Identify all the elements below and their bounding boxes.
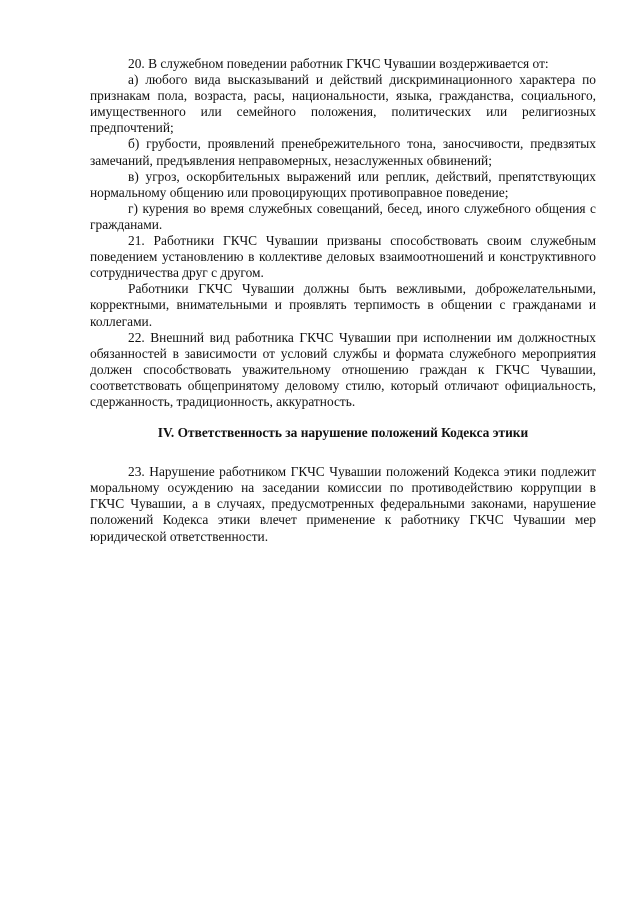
section-spacer: [90, 441, 596, 464]
paragraph-23: 23. Нарушение работником ГКЧС Чувашии положений Кодекса этики подлежит моральному осуждению на заседании комиссии по противодействию коррупции в ГКЧС Чувашии, а в случаях, предусмотренных федеральными законами, нарушение положений Кодекса этики влечет применение к работнику ГКЧС Чувашии мер юридической ответственности.: [90, 464, 596, 544]
paragraph-20-a: а) любого вида высказываний и действий дискриминационного характера по признакам пола, возраста, расы, национальности, языка, гражданства, социального, имущественного или семейного положения, политических или религиозных предпочтений;: [90, 72, 596, 136]
paragraph-20-b: б) грубости, проявлений пренебрежительного тона, заносчивости, предвзятых замечаний, предъявления неправомерных, незаслуженных обвинений;: [90, 136, 596, 168]
document-page: [90, 56, 596, 545]
paragraph-21-continued: Работники ГКЧС Чувашии должны быть вежливыми, доброжелательными, корректными, внимательными и проявлять терпимость в общении с гражданами и коллегами.: [90, 281, 596, 329]
paragraph-20-v: в) угроз, оскорбительных выражений или реплик, действий, препятствующих нормальному общению или провоцирующих противоправное поведение;: [90, 168, 596, 200]
paragraph-22: 22. Внешний вид работника ГКЧС Чувашии при исполнении им должностных обязанностей в зависимости от условий службы и формата служебного мероприятия должен способствовать уважительному отношению граждан к ГКЧС Чувашии, соответствовать общепринятому деловому стилю, который отличают официальность, сдержанность, традиционность, аккуратность.: [90, 329, 596, 409]
paragraph-20-intro: 20. В служебном поведении работник ГКЧС Чувашии воздерживается от:: [128, 56, 549, 71]
paragraph-21: 21. Работники ГКЧС Чувашии призваны способствовать своим служебным поведением установлению в коллективе деловых взаимоотношений и конструктивного сотрудничества друг с другом.: [90, 233, 596, 281]
section-heading: IV. Ответственность за нарушение положений Кодекса этики: [157, 425, 529, 441]
paragraph-20-g: г) курения во время служебных совещаний, бесед, иного служебного общения с гражданами.: [90, 200, 596, 232]
